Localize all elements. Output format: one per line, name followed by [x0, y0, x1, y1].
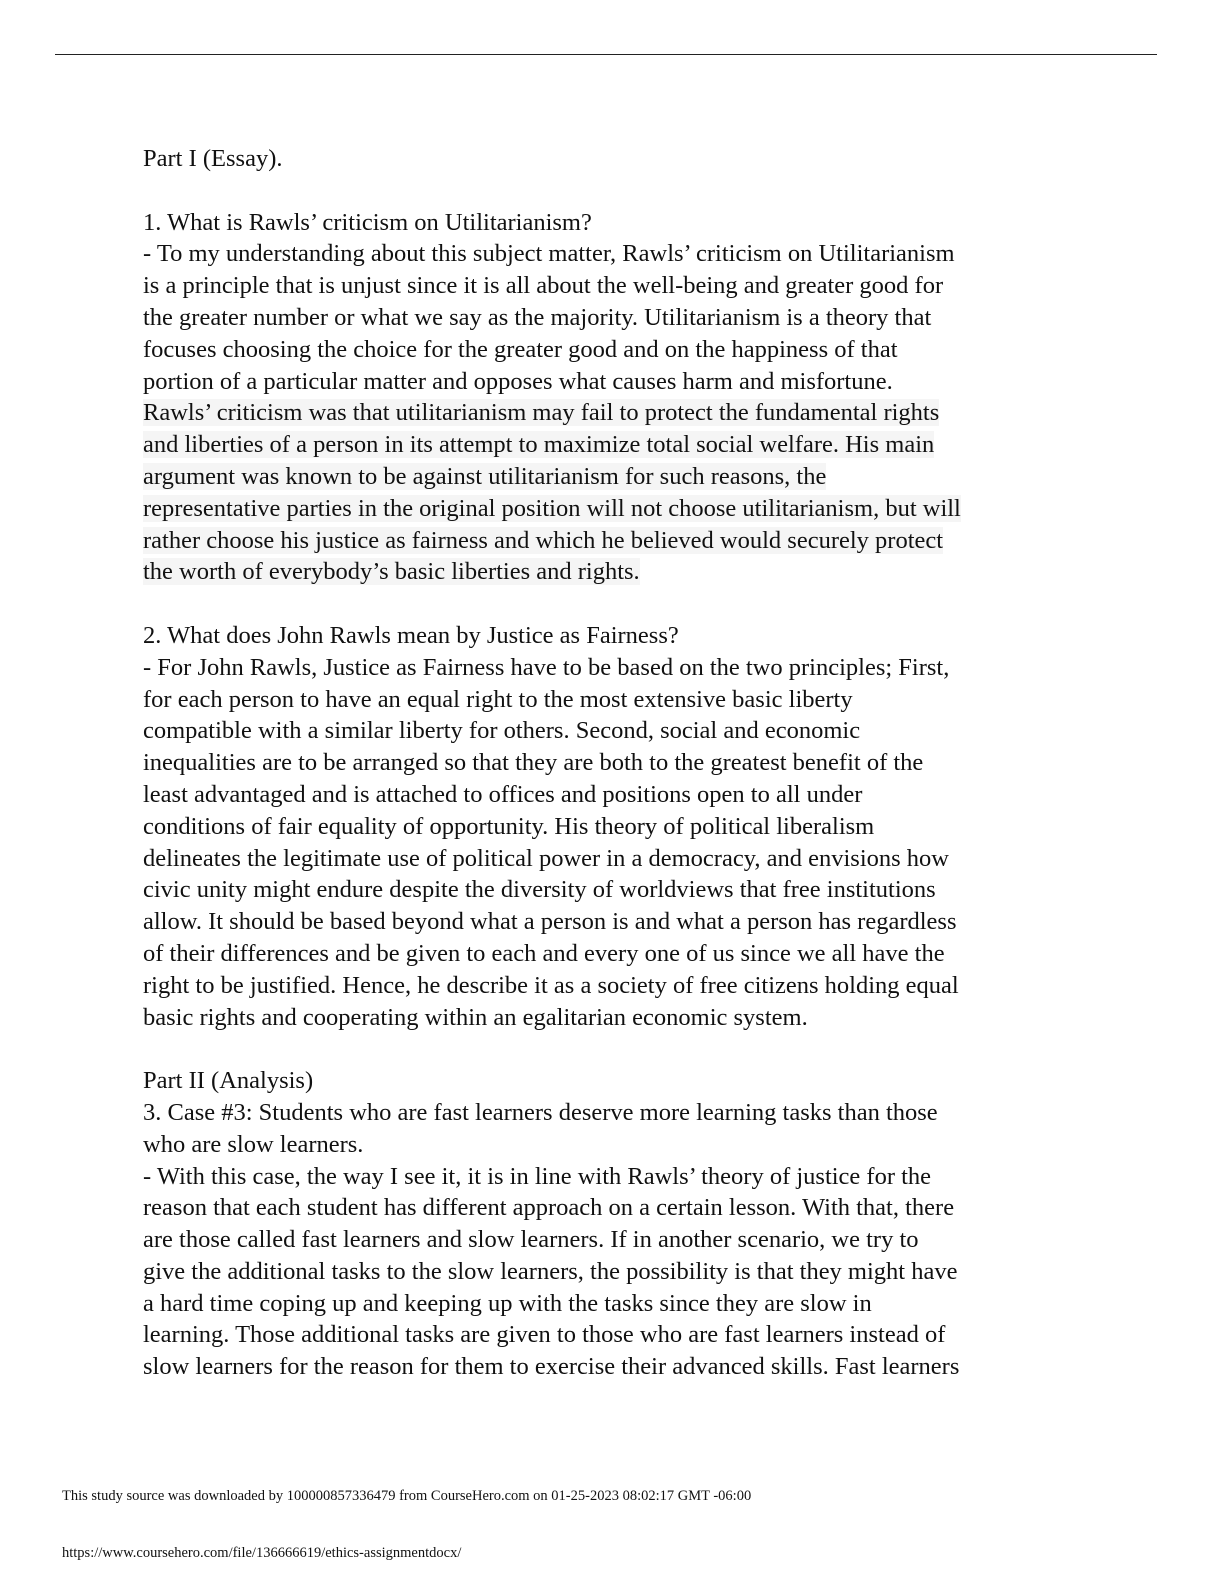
q2-answer-line: least advantaged and is attached to offices and positions open to all under: [143, 780, 863, 808]
q1-answer-line-text: the worth of everybody’s basic liberties and rights.: [143, 558, 640, 586]
q1-answer-line-text: and liberties of a person in its attempt to maximize total social welfare. His main: [143, 431, 935, 459]
top-divider: [55, 54, 1157, 55]
q1-answer-line-text: rather choose his justice as fairness and which he believed would securely protect: [143, 526, 944, 554]
q2-answer-line: basic rights and cooperating within an egalitarian economic system.: [143, 1003, 808, 1031]
q2-answer-line: right to be justified. Hence, he describe it as a society of free citizens holding equal: [143, 971, 959, 999]
q1-answer-line: [143, 556, 1083, 588]
q1-answer-line-text: Rawls’ criticism was that utilitarianism may fail to protect the fundamental rights: [143, 399, 940, 427]
paragraph-gap: [143, 588, 1083, 620]
q2-answer-line: conditions of fair equality of opportunity. His theory of political liberalism: [143, 812, 875, 840]
q1-answer-line: [143, 461, 1083, 493]
paragraph-gap: [143, 1033, 1083, 1065]
q3-answer-line: learning. Those additional tasks are given to those who are fast learners instead of: [143, 1321, 946, 1349]
q2-answer-line: inequalities are to be arranged so that they are both to the greatest benefit of the: [143, 749, 924, 777]
q1-answer-line: [143, 397, 1083, 429]
q2-answer-line: allow. It should be based beyond what a person is and what a person has regardless: [143, 908, 957, 936]
q3-answer: [143, 1161, 1083, 1384]
q3-answer-line: slow learners for the reason for them to exercise their advanced skills. Fast learners: [143, 1353, 960, 1381]
paragraph-gap: [143, 175, 1083, 207]
q1-answer-line: [143, 429, 1083, 461]
q1-answer: [143, 238, 1083, 588]
q3-question-line: 3. Case #3: Students who are fast learners deserve more learning tasks than those: [143, 1098, 938, 1126]
q2-question: 2. What does John Rawls mean by Justice as Fairness?: [143, 621, 679, 649]
q3-answer-line: reason that each student has different approach on a certain lesson. With that, there: [143, 1194, 955, 1222]
source-url: https://www.coursehero.com/file/136666619/ethics-assignmentdocx/: [62, 1545, 462, 1561]
download-source-notice: This study source was downloaded by 100000857336479 from CourseHero.com on 01-25-2023 08:02:17 GMT -06:00: [62, 1488, 752, 1504]
q1-answer-line: the greater number or what we say as the majority. Utilitarianism is a theory that: [143, 303, 932, 331]
q2-answer-line: compatible with a similar liberty for others. Second, social and economic: [143, 717, 861, 745]
q1-answer-line-text: representative parties in the original position will not choose utilitarianism, but will: [143, 494, 961, 522]
q2-answer: [143, 652, 1083, 1034]
q2-answer-line: for each person to have an equal right to the most extensive basic liberty: [143, 685, 853, 713]
q3-answer-line: - With this case, the way I see it, it is in line with Rawls’ theory of justice for the: [143, 1162, 932, 1190]
q2-answer-line: of their differences and be given to each and every one of us since we all have the: [143, 939, 945, 967]
q3-question: [143, 1097, 1083, 1161]
q2-answer-line: civic unity might endure despite the diversity of worldviews that free institutions: [143, 876, 936, 904]
q1-answer-line-text: argument was known to be against utilitarianism for such reasons, the: [143, 462, 827, 490]
document-body: [143, 143, 1083, 1383]
q1-answer-line: is a principle that is unjust since it is all about the well-being and greater good for: [143, 272, 944, 300]
q3-answer-line: a hard time coping up and keeping up with the tasks since they are slow in: [143, 1289, 872, 1317]
q2-answer-line: delineates the legitimate use of political power in a democracy, and envisions how: [143, 844, 949, 872]
part2-heading: Part II (Analysis): [143, 1067, 314, 1095]
q1-answer-line: [143, 493, 1083, 525]
q1-answer-line: - To my understanding about this subject matter, Rawls’ criticism on Utilitarianism: [143, 240, 955, 268]
q3-answer-line: are those called fast learners and slow learners. If in another scenario, we try to: [143, 1226, 919, 1254]
q3-answer-line: give the additional tasks to the slow learners, the possibility is that they might have: [143, 1257, 958, 1285]
q1-question: 1. What is Rawls’ criticism on Utilitarianism?: [143, 208, 592, 236]
q3-question-line: who are slow learners.: [143, 1130, 364, 1158]
part1-heading: Part I (Essay).: [143, 145, 283, 172]
q2-answer-line: - For John Rawls, Justice as Fairness have to be based on the two principles; First,: [143, 653, 950, 681]
q1-answer-line: portion of a particular matter and opposes what causes harm and misfortune.: [143, 367, 893, 395]
q1-answer-line: [143, 525, 1083, 557]
q1-answer-line: focuses choosing the choice for the greater good and on the happiness of that: [143, 335, 898, 363]
